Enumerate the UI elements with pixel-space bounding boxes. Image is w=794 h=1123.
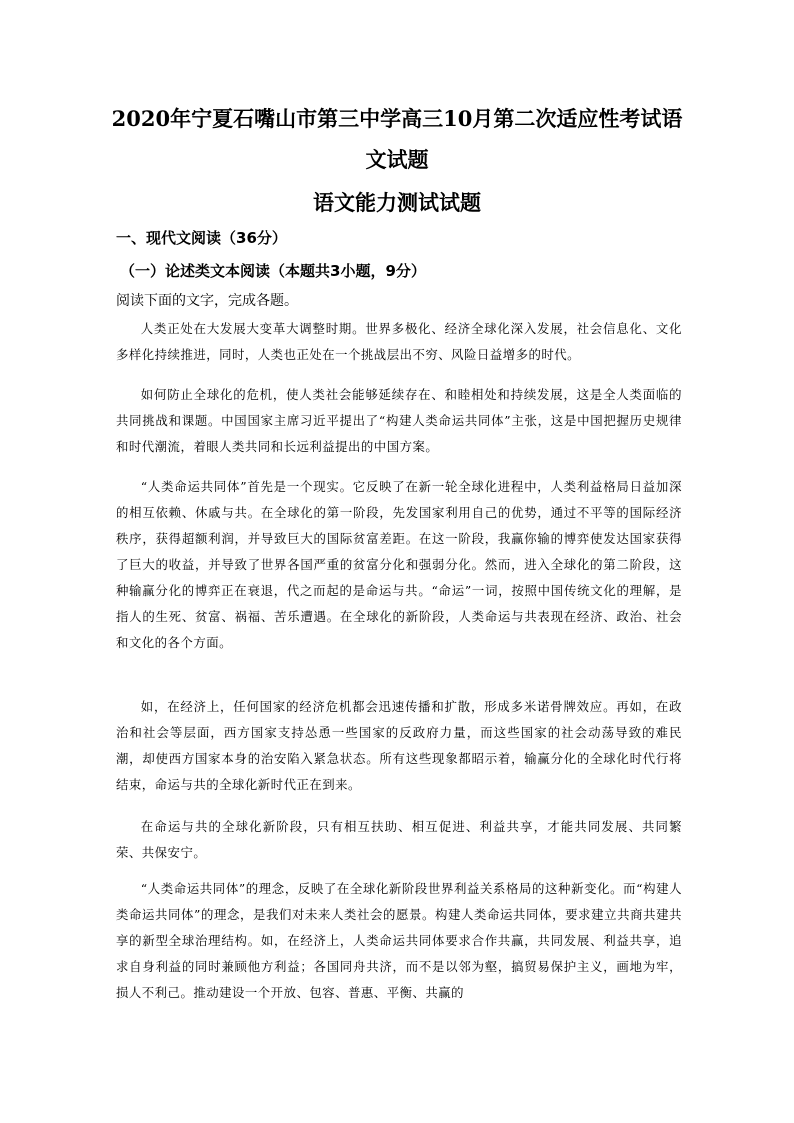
passage-paragraph-1: 人类正处在大发展大变革大调整时期。世界多极化、经济全球化深入发展，社会信息化、文化多样化持续推进，同时，人类也正处在一个挑战层出不穷、风险日益增多的时代。 (116, 321, 682, 362)
passage-paragraph-5: 在命运与共的全球化新阶段，只有相互扶助、相互促进、利益共享，才能共同发展、共同繁荣、共保安宁。 (116, 819, 682, 860)
passage-paragraph-6: “人类命运共同体”的理念，反映了在全球化新阶段世界利益关系格局的这种新变化。而“构建人类命运共同体”的理念，是我们对未来人类社会的愿景。构建人类命运共同体，要求建立共商共建共享的新型全球治理结构。如，在经济上，人类命运共同体要求合作共赢，共同发展、利益共享，追求自身利益的同时兼顾他方利益；各国同舟共济，而不是以邻为壑，搞贸易保护主义，画地为牢，损人不利己。推动建设一个开放、包容、普惠、平衡、共赢的 (116, 881, 682, 1000)
document-subtitle: 语文能力测试试题 (313, 190, 481, 215)
reading-instruction: 阅读下面的文字，完成各题。 (116, 293, 298, 309)
document-title-line-2: 文试题 (365, 147, 429, 172)
document-title-line-1: 2020年宁夏石嘴山市第三中学高三10月第二次适应性考试语 (111, 106, 683, 131)
section-heading-part-1: 一、现代文阅读（36分） (116, 229, 287, 247)
passage-paragraph-4: 如，在经济上，任何国家的经济危机都会迅速传播和扩散，形成多米诺骨牌效应。再如，在政治和社会等层面，西方国家支持怂恿一些国家的反政府力量，而这些国家的社会动荡导致的难民潮，却使西方国家本身的治安陷入紧急状态。所有这些现象都昭示着，输赢分化的全球化时代行将结束，命运与共的全球化新时代正在到来。 (116, 699, 682, 792)
passage-paragraph-3: “人类命运共同体”首先是一个现实。它反映了在新一轮全球化进程中，人类利益格局日益加深的相互依赖、休戚与共。在全球化的第一阶段，先发国家利用自己的优势，通过不平等的国际经济秩序，获得超额利润，并导致巨大的国际贫富差距。在这一阶段，我赢你输的博弈使发达国家获得了巨大的收益，并导致了世界各国严重的贫富分化和强弱分化。然而，进入全球化的第二阶段，这种输赢分化的博弈正在衰退，代之而起的是命运与共。“命运”一词，按照中国传统文化的理解，是指人的生死、贫富、祸福、苦乐遭遇。在全球化的新阶段，人类命运与共表现在经济、政治、社会和文化的各个方面。 (116, 479, 682, 650)
passage-paragraph-2: 如何防止全球化的危机，使人类社会能够延续存在、和睦相处和持续发展，这是全人类面临的共同挑战和课题。中国国家主席习近平提出了“构建人类命运共同体”主张，这是中国把握历史规律和时代潮流，着眼人类共同和长远利益提出的中国方案。 (116, 387, 682, 454)
section-subheading-argumentative-reading: （一）论述类文本阅读（本题共3小题，9分） (120, 262, 426, 280)
